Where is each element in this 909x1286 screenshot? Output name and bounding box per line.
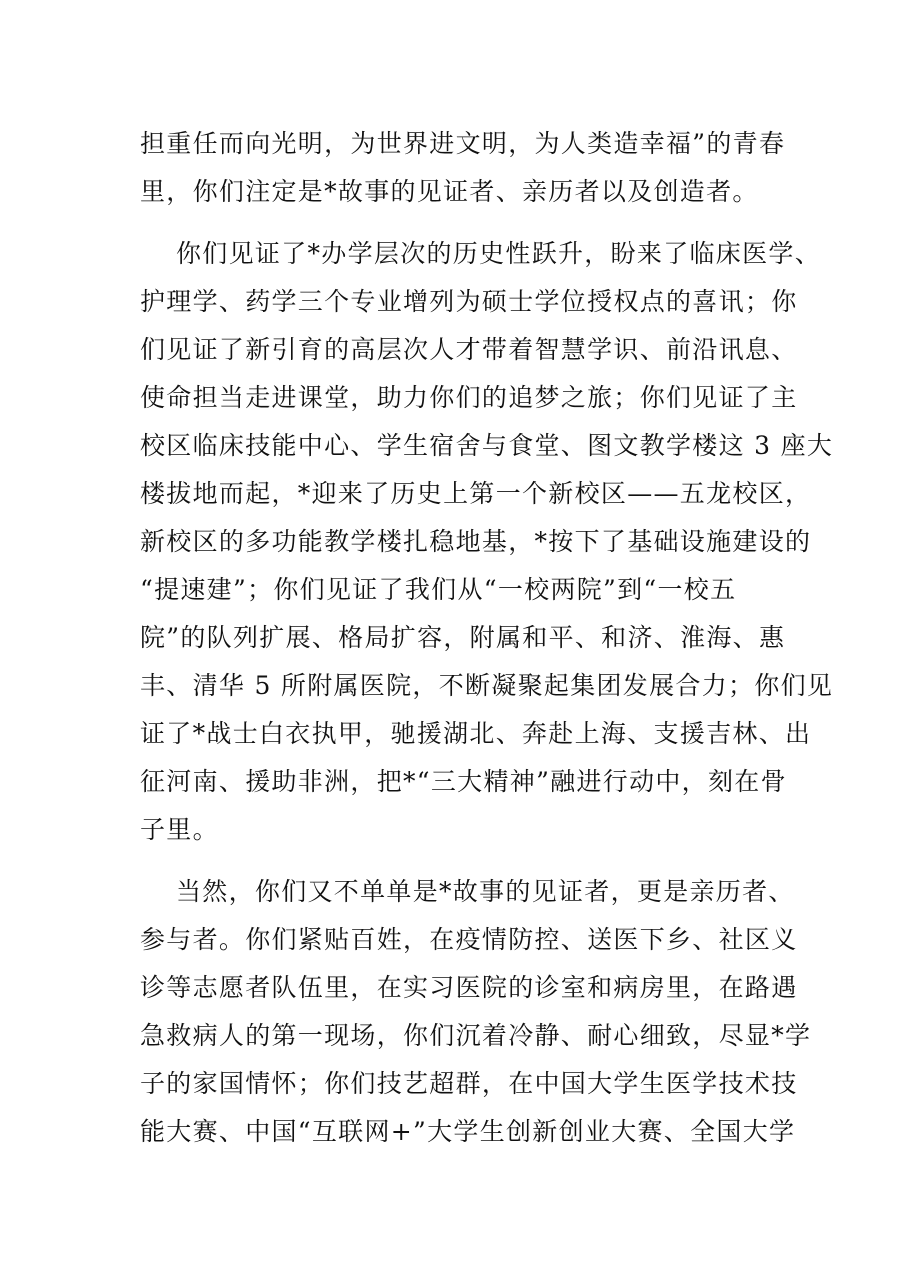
text-line: 校区临床技能中心、学生宿舍与食堂、图文教学楼这 3 座大 <box>140 431 834 460</box>
text-line: 能大赛、中国“互联网+”大学生创新创业大赛、全国大学 <box>140 1117 796 1146</box>
text-line: 担重任而向光明，为世界进文明，为人类造幸福”的青春 <box>140 129 786 158</box>
text-line: 新校区的多功能教学楼扎稳地基，*按下了基础设施建设的 <box>140 527 812 556</box>
text-line: 院”的队列扩展、格局扩容，附属和平、和济、淮海、惠 <box>140 623 786 652</box>
text-line: 征河南、援助非洲，把*“三大精神”融进行动中，刻在骨 <box>140 767 787 796</box>
text-line: 子的家国情怀；你们技艺超群，在中国大学生医学技术技 <box>140 1069 798 1098</box>
text-line: 证了*战士白衣执甲，驰援湖北、奔赴上海、支援吉林、出 <box>140 719 812 748</box>
text-line: 里，你们注定是*故事的见证者、亲历者以及创造者。 <box>140 177 759 206</box>
text-line: 使命担当走进课堂，助力你们的追梦之旅；你们见证了主 <box>140 383 798 412</box>
text-line: 楼拔地而起，*迎来了历史上第一个新校区——五龙校区， <box>140 479 812 508</box>
text-line: 急救病人的第一现场，你们沉着冷静、耐心细致，尽显*学 <box>140 1021 812 1050</box>
text-line: 们见证了新引育的高层次人才带着智慧学识、前沿讯息、 <box>140 335 798 364</box>
text-line: 诊等志愿者队伍里，在实习医院的诊室和病房里，在路遇 <box>140 973 798 1002</box>
paragraph-first-line: 当然，你们又不单单是*故事的见证者，更是亲历者、 <box>176 877 795 906</box>
paragraph-first-line: 你们见证了*办学层次的历史性跃升，盼来了临床医学、 <box>176 239 822 268</box>
text-line: 子里。 <box>140 815 219 844</box>
text-line: 护理学、药学三个专业增列为硕士学位授权点的喜讯；你 <box>140 287 798 316</box>
text-line: 参与者。你们紧贴百姓，在疫情防控、送医下乡、社区义 <box>140 925 798 954</box>
text-line: 丰、清华 5 所附属医院，不断凝聚起集团发展合力；你们见 <box>140 671 834 700</box>
text-line: “提速建”；你们见证了我们从“一校两院”到“一校五 <box>140 575 737 604</box>
